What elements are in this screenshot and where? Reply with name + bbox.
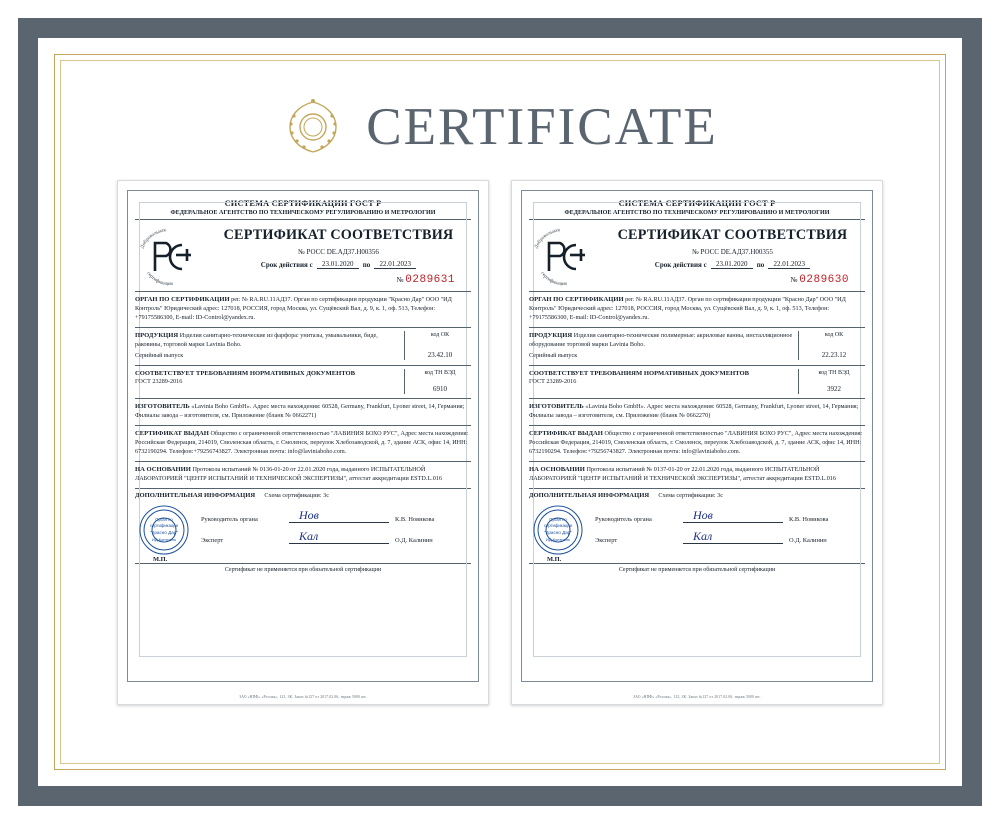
svg-text:сертификации: сертификации [543, 523, 573, 529]
certificate-document-2[interactable] [511, 180, 883, 705]
gost-r-logo-icon-1 [135, 225, 203, 287]
micro-footer-2: ЗАО «НПФ» «Россия», 123, ЗК. Заказ №127 от 2017.02.06, тираж 5000 шт. [633, 695, 761, 699]
svg-text:Орган по: Орган по [549, 517, 567, 523]
body-section-1 [135, 291, 471, 323]
certificate-heading-2: СЕРТИФИКАТ СООТВЕТСТВИЯ [617, 227, 848, 243]
validity-row-2 [600, 260, 865, 269]
reg-number-label-1: № [298, 248, 305, 256]
body-section-2 [529, 291, 865, 323]
validity-to-label-1: по [362, 260, 371, 269]
svg-text:сертификации: сертификации [149, 523, 179, 529]
official-stamp-icon-1 [135, 503, 197, 564]
header-block-2 [529, 225, 865, 287]
manufacturer-text-2: «Lavinia Boho GmbH». Адрес места нахождения: 60528, Germany, Frankfurt, Lyoner street, 14, Германия; Филиалы завода – изготовителя, см. Приложение (бланк № 0662270) [529, 403, 859, 420]
validity-from-2: 23.01.2020 [711, 260, 753, 269]
issued-text-1: Общество с ограниченной ответственностью "ЛАВИНИЯ БОХО РУС", Адрес места нахождения: Российская Федерация, 214019, Смоленская область, г. Смоленск, переулок Хлебозаводской, д. 7, здание АСК, офис 14, ИНН: 6732190294. Телефон:+79256743827. Электронная почта: info@laviniaboho.com. [135, 430, 469, 456]
manufacturer-text-1: «Lavinia Boho GmbH». Адрес места нахождения: 60528, Germany, Frankfurt, Lyoner street, 14, Германия; Филиалы завода – изготовителя, см. Приложение (бланк № 0662271) [135, 403, 465, 420]
signature-rows-1 [201, 503, 471, 553]
product-label-1: ПРОДУКЦИЯ [135, 331, 179, 339]
basis-text-2: Протокола испытаний № 0137-01-20 от 22.01.2020 года, выданного ИСПЫТАТЕЛЬНОЙ ЛАБОРАТОРИЕЙ "ЦЕНТР ИСПЫТАНИЙ И ТЕХНИЧЕСКОЙ ЭКСПЕРТИЗЫ", аттестат аккредитации ESTD.L.016 [529, 466, 836, 483]
gost-r-logo-icon-2 [529, 225, 597, 287]
issued-label-1: СЕРТИФИКАТ ВЫДАН [135, 430, 209, 438]
validity-label-1: Срок действия с [260, 260, 313, 269]
product-series-2: Серийный выпуск [529, 351, 578, 359]
ok-code-label-1: код ОК [430, 331, 450, 338]
tnved-code-label-1: код ТН ВЭД [424, 369, 456, 376]
tnved-code-box-1 [404, 369, 471, 395]
body-label-1: ОРГАН ПО СЕРТИФИКАЦИИ [135, 296, 230, 303]
certificate-document-1[interactable] [117, 180, 489, 705]
body-text-2: рег. № RA.RU.11АД37. Орган по сертификации продукции "Красно Дар" ООО "ИД Контроль" Юридический адрес: 127018, РОССИЯ, город Москва, ул. Сущёвский Вал, д. 9, к. 1, оф. 513, Телефон: +79175586300, E-mail: ID-Control@yandex.ru. [529, 296, 846, 321]
blank-number-value-1: 0289631 [405, 274, 455, 286]
agency-title-1: ФЕДЕРАЛЬНОЕ АГЕНТСТВО ПО ТЕХНИЧЕСКОМУ РЕГУЛИРОВАНИЮ И МЕТРОЛОГИИ [135, 210, 471, 220]
certificate-heading-1: СЕРТИФИКАТ СООТВЕТСТВИЯ [223, 227, 454, 243]
issued-text-2: Общество с ограниченной ответственностью "ЛАВИНИЯ БОХО РУС", Адрес места нахождения: Российская Федерация, 214019, Смоленская область, г. Смоленск, переулок Хлебозаводской, д. 7, здание АСК, офис 14, ИНН: 6732190294. Телефон:+79256743827. Электронная почта: info@laviniaboho.com. [529, 430, 863, 456]
signature-row-head-1 [201, 508, 471, 524]
mp-label-1: М.П. [153, 556, 168, 564]
product-series-1: Серийный выпуск [135, 351, 184, 359]
validity-label-2: Срок действия с [654, 260, 707, 269]
conformity-section-1 [135, 365, 471, 395]
head-signature-mark-2: Нов [693, 508, 713, 523]
basis-text-1: Протокола испытаний № 0136-01-20 от 22.01.2020 года, выданного ИСПЫТАТЕЛЬНОЙ ЛАБОРАТОРИЕЙ "ЦЕНТР ИСПЫТАНИЙ И ТЕХНИЧЕСКОЙ ЭКСПЕРТИЗЫ", аттестат аккредитации ESTD.L.016 [135, 466, 442, 483]
product-section-2 [529, 327, 865, 361]
manufacturer-section-1 [135, 398, 471, 421]
conformity-label-1: СООТВЕТСТВУЕТ ТРЕБОВАНИЯМ НОРМАТИВНЫХ ДОКУМЕНТОВ [135, 369, 356, 377]
expert-name-1: О.Д. Калинин [395, 537, 433, 545]
svg-text:сертификация: сертификация [145, 271, 174, 287]
validity-to-label-2: по [756, 260, 765, 269]
basis-label-1: НА ОСНОВАНИИ [135, 466, 191, 474]
manufacturer-section-2 [529, 398, 865, 421]
header-right-2 [597, 225, 865, 286]
certificate-header [0, 96, 1000, 158]
expert-signature-mark-2: Кал [693, 529, 713, 544]
conformity-text-1: ГОСТ 23289-2016 [135, 378, 183, 386]
document-inner-border-2 [521, 190, 873, 682]
ok-code-value-1: 23.42.10 [427, 350, 453, 359]
head-role-label-2: Руководитель органа [595, 516, 652, 524]
expert-signature-line-1 [289, 529, 389, 544]
signature-row-head-2 [595, 508, 865, 524]
basis-label-2: НА ОСНОВАНИИ [529, 466, 585, 474]
documents-row [0, 180, 1000, 705]
official-stamp-icon-2 [529, 503, 591, 564]
manufacturer-label-2: ИЗГОТОВИТЕЛЬ [529, 403, 584, 411]
issued-section-2 [529, 425, 865, 457]
extra-info-label-2: ДОПОЛНИТЕЛЬНАЯ ИНФОРМАЦИЯ [529, 492, 650, 500]
extra-info-text-1: Схема сертификации: 3с [264, 492, 329, 500]
extra-info-section-2 [529, 488, 865, 499]
mp-label-2: М.П. [547, 556, 562, 564]
head-name-2: К.В. Новикова [789, 516, 829, 524]
conformity-label-2: СООТВЕТСТВУЕТ ТРЕБОВАНИЯМ НОРМАТИВНЫХ ДОКУМЕНТОВ [529, 369, 750, 377]
product-label-2: ПРОДУКЦИЯ [529, 331, 573, 339]
product-text-2: Изделия санитарно-технические полимерные: акриловые ванны, инсталляционное оборудование торговой марки Lavinia Boho. [529, 331, 793, 348]
extra-info-section-1 [135, 488, 471, 499]
validity-from-1: 23.01.2020 [317, 260, 359, 269]
header-block-1 [135, 225, 471, 287]
conformity-text-2: ГОСТ 23289-2016 [529, 378, 577, 386]
blank-number-label-2: № [790, 275, 798, 284]
ok-code-value-2: 22.23.12 [821, 350, 847, 359]
tnved-code-box-2 [798, 369, 865, 395]
reg-number-label-2: № [692, 248, 699, 256]
laurel-wreath-icon [282, 96, 344, 158]
registration-number-2 [600, 248, 865, 256]
system-title-2: СИСТЕМА СЕРТИФИКАЦИИ ГОСТ Р [618, 199, 776, 208]
blank-number-row-1 [206, 274, 471, 286]
ok-code-label-2: код ОК [824, 331, 844, 338]
system-title-1: СИСТЕМА СЕРТИФИКАЦИИ ГОСТ Р [224, 199, 382, 208]
svg-text:ИД Контроль: ИД Контроль [545, 537, 571, 543]
body-text-1: рег. № RA.RU.11АД37. Орган по сертификации продукции "Красно Дар" ООО "ИД Контроль" Юридический адрес: 127018, РОССИЯ, город Москва, ул. Сущёвский Вал, д. 9, к. 1, оф. 513, Телефон: +79175586300, E-mail: ID-Control@yandex.ru. [135, 296, 452, 321]
tnved-code-value-2: 3922 [827, 384, 841, 393]
manufacturer-label-1: ИЗГОТОВИТЕЛЬ [135, 403, 190, 411]
signature-row-expert-2 [595, 529, 865, 545]
conformity-section-2 [529, 365, 865, 395]
body-label-2: ОРГАН ПО СЕРТИФИКАЦИИ [529, 296, 624, 303]
footnote-1: Сертификат не применяется при обязательной сертификации [135, 563, 471, 573]
product-text-1: Изделия санитарно-технические из фарфора: унитазы, умывальники, биде, раковины, торговой марки Lavinia Boho. [135, 331, 378, 348]
expert-role-label-1: Эксперт [201, 537, 224, 545]
svg-text:Орган по: Орган по [155, 517, 173, 523]
svg-text:"Красно Дар": "Красно Дар" [544, 530, 572, 536]
signature-rows-2 [595, 503, 865, 553]
validity-row-1 [206, 260, 471, 269]
expert-name-2: О.Д. Калинин [789, 537, 827, 545]
signature-block-2 [529, 503, 865, 564]
expert-signature-line-2 [683, 529, 783, 544]
agency-title-2: ФЕДЕРАЛЬНОЕ АГЕНТСТВО ПО ТЕХНИЧЕСКОМУ РЕГУЛИРОВАНИЮ И МЕТРОЛОГИИ [529, 210, 865, 220]
basis-section-1 [135, 461, 471, 484]
signature-row-expert-1 [201, 529, 471, 545]
head-signature-line-2 [683, 508, 783, 523]
validity-to-1: 22.01.2023 [374, 260, 416, 269]
ok-code-box-1 [404, 331, 471, 361]
extra-info-text-2: Схема сертификации: 3с [658, 492, 723, 500]
head-signature-line-1 [289, 508, 389, 523]
product-section-1 [135, 327, 471, 361]
tnved-code-value-1: 6910 [433, 384, 447, 393]
header-right-1 [203, 225, 471, 286]
validity-to-2: 22.01.2023 [768, 260, 810, 269]
head-role-label-1: Руководитель органа [201, 516, 258, 524]
tnved-code-label-2: код ТН ВЭД [818, 369, 850, 376]
blank-number-row-2 [600, 274, 865, 286]
expert-role-label-2: Эксперт [595, 537, 618, 545]
ok-code-box-2 [798, 331, 865, 361]
footnote-2: Сертификат не применяется при обязательной сертификации [529, 563, 865, 573]
svg-text:сертификация: сертификация [539, 271, 568, 287]
document-inner-border-1 [127, 190, 479, 682]
extra-info-label-1: ДОПОЛНИТЕЛЬНАЯ ИНФОРМАЦИЯ [135, 492, 256, 500]
svg-text:Добровольная: Добровольная [140, 228, 167, 250]
svg-text:"Красно Дар": "Красно Дар" [150, 530, 178, 536]
micro-footer-1: ЗАО «НПФ» «Россия», 123, ЗК. Заказ №127 от 2017.02.06, тираж 5000 шт. [239, 695, 367, 699]
blank-number-value-2: 0289630 [799, 274, 849, 286]
reg-number-value-2: РОСС DE.АД37.Н00355 [700, 248, 773, 256]
head-name-1: К.В. Новикова [395, 516, 435, 524]
expert-signature-mark-1: Кал [299, 529, 319, 544]
basis-section-2 [529, 461, 865, 484]
issued-section-1 [135, 425, 471, 457]
svg-text:Добровольная: Добровольная [534, 228, 561, 250]
svg-text:ИД Контроль: ИД Контроль [151, 537, 177, 543]
issued-label-2: СЕРТИФИКАТ ВЫДАН [529, 430, 603, 438]
page-title: CERTIFICATE [366, 97, 718, 156]
signature-block-1 [135, 503, 471, 564]
head-signature-mark-1: Нов [299, 508, 319, 523]
reg-number-value-1: РОСС DE.АД37.Н00356 [306, 248, 379, 256]
blank-number-label-1: № [396, 275, 404, 284]
registration-number-1 [206, 248, 471, 256]
